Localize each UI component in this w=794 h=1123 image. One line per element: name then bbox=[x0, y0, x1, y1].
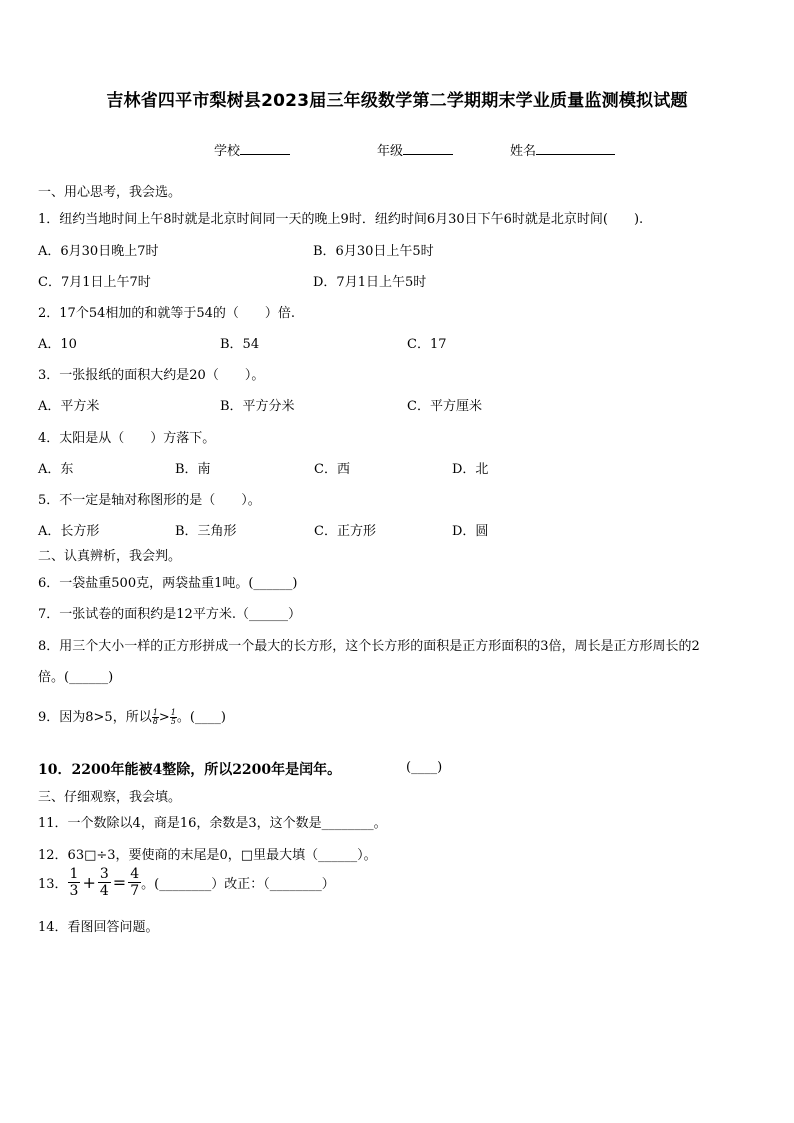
question-7: 7．一张试卷的面积约是12平方米.（______） bbox=[38, 607, 301, 622]
question-5: 5．不一定是轴对称图形的是（ ）。 bbox=[38, 493, 261, 508]
q3-option-b[interactable]: B．平方分米 bbox=[220, 399, 295, 414]
question-13 bbox=[38, 866, 335, 899]
q3-option-a[interactable]: A．平方米 bbox=[38, 399, 100, 414]
q13-f1-denominator: 3 bbox=[69, 883, 79, 899]
name-label: 姓名 bbox=[510, 144, 537, 159]
school-field bbox=[214, 140, 290, 159]
q13-f3-denominator: 7 bbox=[130, 883, 140, 899]
q1-option-d[interactable]: D．7月1日上午5时 bbox=[313, 275, 427, 290]
q13-prefix: 13． bbox=[38, 877, 68, 892]
section1-heading: 一、用心思考，我会选。 bbox=[38, 185, 182, 200]
q9-greater-than: > bbox=[158, 710, 170, 725]
q5-option-d[interactable]: D．圆 bbox=[452, 524, 489, 539]
q9-fraction-2 bbox=[170, 709, 177, 726]
q4-option-a[interactable]: A．东 bbox=[38, 462, 74, 477]
q2-option-c[interactable]: C．17 bbox=[407, 337, 447, 352]
question-10: 10．2200年能被4整除，所以2200年是闰年。 bbox=[38, 762, 342, 778]
q13-f3-numerator: 4 bbox=[130, 866, 140, 882]
school-label: 学校 bbox=[214, 144, 241, 159]
question-12: 12．63□÷3，要使商的末尾是0，□里最大填（______）。 bbox=[38, 848, 377, 863]
question-3: 3．一张报纸的面积大约是20（ ）。 bbox=[38, 368, 265, 383]
q4-option-c[interactable]: C．西 bbox=[314, 462, 350, 477]
q1-option-a[interactable]: A．6月30日晚上7时 bbox=[38, 244, 159, 259]
q4-option-b[interactable]: B．南 bbox=[175, 462, 211, 477]
q10-answer-blank[interactable]: (____) bbox=[406, 760, 443, 775]
name-blank[interactable] bbox=[536, 141, 615, 155]
question-1: 1．纽约当地时间上午8时就是北京时间同一天的晚上9时．纽约时间6月30日下午6时就是北京时间( ). bbox=[38, 212, 644, 227]
name-field bbox=[510, 140, 615, 159]
q9-f2-numerator: 1 bbox=[170, 708, 176, 717]
question-2: 2．17个54相加的和就等于54的（ ）倍. bbox=[38, 306, 296, 321]
q5-option-a[interactable]: A．长方形 bbox=[38, 524, 100, 539]
grade-blank[interactable] bbox=[403, 141, 453, 155]
q1-option-b[interactable]: B．6月30日上午5时 bbox=[313, 244, 434, 259]
q13-f2-denominator: 4 bbox=[99, 883, 109, 899]
q13-equals: = bbox=[112, 873, 127, 892]
q5-option-b[interactable]: B．三角形 bbox=[175, 524, 237, 539]
question-9 bbox=[38, 706, 226, 726]
question-8-line-1: 8．用三个大小一样的正方形拼成一个最大的长方形，这个长方形的面积是正方形面积的3倍，周长是正方形周长的2 bbox=[38, 639, 700, 654]
q13-fraction-2 bbox=[98, 866, 111, 899]
q5-option-c[interactable]: C．正方形 bbox=[314, 524, 376, 539]
school-blank[interactable] bbox=[240, 141, 290, 155]
q13-suffix: 。(________）改正：（________） bbox=[141, 877, 335, 892]
q3-option-c[interactable]: C．平方厘米 bbox=[407, 399, 482, 414]
question-8-line-2: 倍。(______) bbox=[38, 670, 114, 685]
q13-f1-numerator: 1 bbox=[69, 866, 79, 882]
q2-option-b[interactable]: B．54 bbox=[220, 337, 260, 352]
q9-f1-numerator: 1 bbox=[152, 708, 158, 717]
q9-fraction-1 bbox=[152, 709, 159, 726]
grade-label: 年级 bbox=[377, 144, 404, 159]
q9-prefix: 9．因为8>5，所以 bbox=[38, 710, 152, 725]
section3-heading: 三、仔细观察，我会填。 bbox=[38, 790, 182, 805]
section2-heading: 二、认真辨析，我会判。 bbox=[38, 549, 182, 564]
q9-f2-denominator: 5 bbox=[170, 717, 176, 726]
question-4: 4．太阳是从（ ）方落下。 bbox=[38, 431, 216, 446]
grade-field bbox=[377, 140, 453, 159]
question-14: 14．看图回答问题。 bbox=[38, 920, 159, 935]
q4-option-d[interactable]: D．北 bbox=[452, 462, 489, 477]
q1-option-c[interactable]: C．7月1日上午7时 bbox=[38, 275, 151, 290]
question-6: 6．一袋盐重500克，两袋盐重1吨。(______) bbox=[38, 576, 298, 591]
page-title: 吉林省四平市梨树县2023届三年级数学第二学期期末学业质量监测模拟试题 bbox=[106, 91, 688, 111]
q13-fraction-1 bbox=[68, 866, 81, 899]
q13-plus: + bbox=[82, 873, 96, 892]
q9-suffix: 。(____) bbox=[176, 710, 226, 725]
q13-f2-numerator: 3 bbox=[99, 866, 109, 882]
question-11: 11．一个数除以4，商是16，余数是3，这个数是________。 bbox=[38, 816, 387, 831]
q13-fraction-3 bbox=[128, 866, 141, 899]
q2-option-a[interactable]: A．10 bbox=[38, 337, 77, 352]
q9-f1-denominator: 8 bbox=[152, 717, 158, 726]
